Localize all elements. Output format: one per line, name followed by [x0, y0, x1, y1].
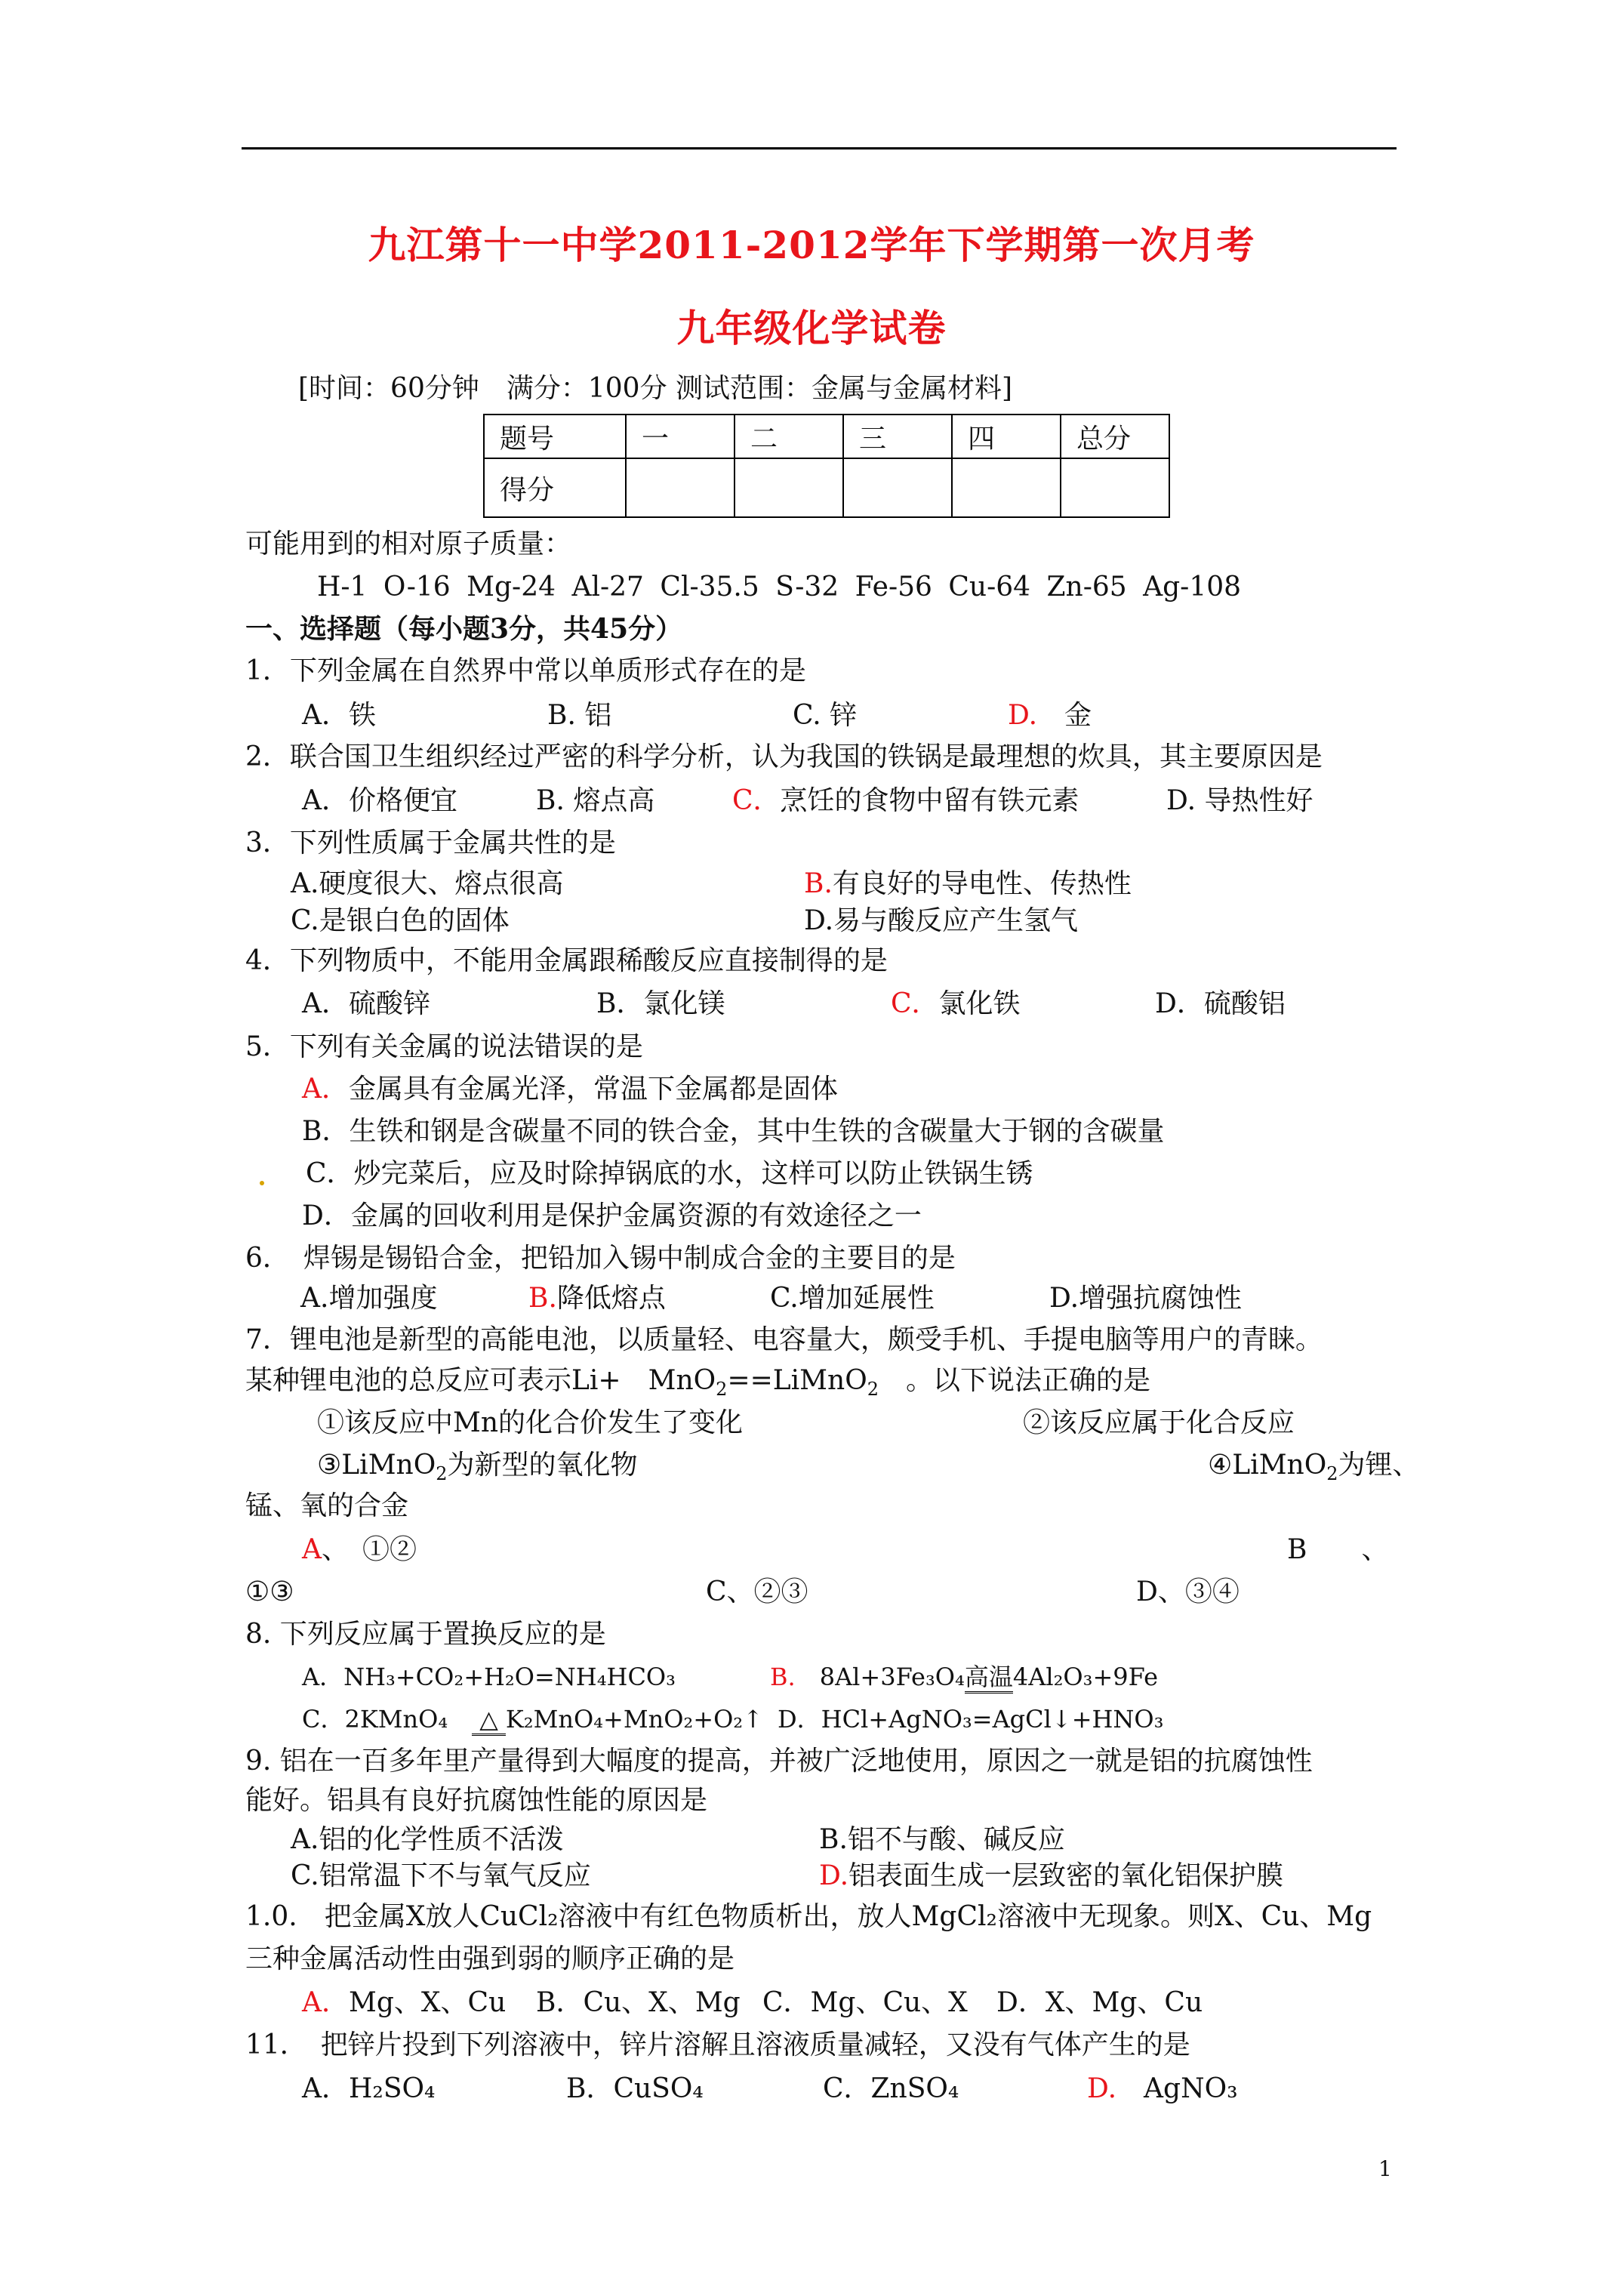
section-title: 一、选择题（每小题3分，共45分）	[245, 613, 683, 645]
score-header: 总分	[1061, 415, 1169, 458]
atomic-mass-values: H-1 O-16 Mg-24 Al-27 Cl-35.5 S-32 Fe-56 Cu-64 Zn-65 Ag-108	[317, 572, 1242, 603]
score-header: 二	[735, 415, 843, 458]
q7-option-a: A、 ①②	[302, 1534, 417, 1565]
page-number: 1	[1378, 2156, 1392, 2181]
q3-option-b: B.有良好的导电性、传热性	[804, 868, 1132, 899]
score-cell	[952, 458, 1061, 517]
q7-option-c: C、②③	[706, 1576, 808, 1607]
q9-option-d: D.铝表面生成一层致密的氧化铝保护膜	[819, 1860, 1284, 1891]
q6-option-c: C.增加延展性	[770, 1283, 935, 1314]
q8-option-d: D．HCl+AgNO₃=AgCl↓+HNO₃	[778, 1705, 1164, 1734]
q7-statement-3: ③LiMnO$_2$为新型的氧化物	[317, 1450, 638, 1484]
question-8-stem: 8. 下列反应属于置换反应的是	[245, 1619, 606, 1650]
question-1-stem: 1．下列金属在自然界中常以单质形式存在的是	[245, 655, 806, 686]
score-cell	[626, 458, 735, 517]
q11-option-c: C．ZnSO₄	[823, 2073, 959, 2104]
score-header: 三	[843, 415, 952, 458]
q7-statement-4: ④LiMnO$_2$为锂、	[1208, 1450, 1420, 1484]
q9-option-c: C.铝常温下不与氧气反应	[291, 1860, 591, 1891]
score-header: 四	[952, 415, 1061, 458]
q10-option-c: C．Mg、Cu、X	[762, 1987, 968, 2018]
q11-option-d: D. AgNO₃	[1087, 2073, 1238, 2104]
score-header: 题号	[484, 415, 626, 458]
q6-option-d: D.增强抗腐蚀性	[1049, 1283, 1243, 1314]
q2-option-c: C．烹饪的食物中留有铁元素	[732, 785, 1079, 816]
q1-option-d: D. 金	[1008, 700, 1092, 731]
q8-option-a: A．NH₃+CO₂+H₂O=NH₄HCO₃	[302, 1663, 676, 1691]
q11-option-a: A．H₂SO₄	[302, 2073, 436, 2104]
q5-option-c: C．炒完菜后，应及时除掉锅底的水，这样可以防止铁锅生锈	[306, 1158, 1033, 1189]
q10-option-d: D．X、Mg、Cu	[996, 1987, 1203, 2018]
exam-title: 九江第十一中学2011-2012学年下学期第一次月考	[368, 223, 1255, 267]
q10-option-a: A．Mg、X、Cu	[302, 1987, 507, 2018]
question-10-stem: 1.0. 把金属X放人CuCl₂溶液中有红色物质析出，放人MgCl₂溶液中无现象。则X、Cu、Mg	[245, 1901, 1372, 1932]
q7-statement-2: ②该反应属于化合反应	[1023, 1407, 1295, 1438]
q3-option-c: C.是银白色的固体	[291, 905, 510, 936]
score-cell	[1061, 458, 1169, 517]
q6-option-a: A.增加强度	[300, 1283, 438, 1314]
q5-option-a: A．金属具有金属光泽，常温下金属都是固体	[302, 1074, 839, 1105]
question-3-stem: 3．下列性质属于金属共性的是	[245, 827, 616, 858]
score-cell	[735, 458, 843, 517]
q7-statement-1: ①该反应中Mn的化合价发生了变化	[317, 1407, 744, 1438]
q7-option-b-letter: B 、	[1287, 1534, 1389, 1565]
q4-option-d: D．硫酸铝	[1155, 988, 1286, 1019]
score-table	[483, 414, 1170, 518]
q4-option-b: B．氯化镁	[596, 988, 725, 1019]
question-11-stem: 11． 把锌片投到下列溶液中，锌片溶解且溶液质量减轻，又没有气体产生的是	[245, 2029, 1190, 2060]
q9-option-a: A.铝的化学性质不活泼	[291, 1824, 564, 1855]
question-6-stem: 6． 焊锡是锡铅合金，把铅加入锡中制成合金的主要目的是	[245, 1243, 956, 1274]
question-10-stem-cont: 三种金属活动性由强到弱的顺序正确的是	[245, 1943, 735, 1974]
q1-option-c: C. 锌	[793, 700, 858, 731]
question-9-stem: 9. 铝在一百多年里产量得到大幅度的提高，并被广泛地使用，原因之一就是铝的抗腐蚀性	[245, 1746, 1313, 1777]
q7-option-b: ①③	[245, 1576, 294, 1607]
q9-option-b: B.铝不与酸、碱反应	[819, 1824, 1065, 1855]
exam-subtitle: 九年级化学试卷	[676, 306, 947, 350]
q3-option-d: D.易与酸反应产生氢气	[804, 905, 1079, 936]
q7-option-d: D、③④	[1136, 1576, 1240, 1607]
question-4-stem: 4．下列物质中，不能用金属跟稀酸反应直接制得的是	[245, 945, 888, 976]
question-9-stem-cont: 能好。铝具有良好抗腐蚀性能的原因是	[245, 1785, 708, 1816]
score-header: 一	[626, 415, 735, 458]
q2-option-a: A．价格便宜	[302, 785, 457, 816]
stray-mark	[260, 1181, 264, 1185]
heat-triangle-icon: △	[472, 1705, 506, 1736]
score-cell	[843, 458, 952, 517]
question-2-stem: 2．联合国卫生组织经过严密的科学分析，认为我国的铁锅是最理想的炊具，其主要原因是	[245, 741, 1323, 772]
exam-info: [时间：60分钟 满分：100分 测试范围：金属与金属材料]	[298, 373, 1013, 404]
q8-option-c: C．2KMnO₄ △ K₂MnO₄+MnO₂+O₂↑	[302, 1702, 763, 1737]
q1-option-b: B. 铝	[547, 700, 612, 731]
header-rule	[242, 147, 1397, 149]
q2-option-b: B. 熔点高	[536, 785, 655, 816]
q5-option-d: D．金属的回收利用是保护金属资源的有效途径之一	[302, 1200, 922, 1231]
atomic-mass-label: 可能用到的相对原子质量：	[245, 529, 572, 559]
score-row-label: 得分	[484, 458, 626, 517]
q10-option-b: B．Cu、X、Mg	[536, 1987, 741, 2018]
q3-option-a: A.硬度很大、熔点很高	[291, 868, 564, 899]
q6-option-b: B.降低熔点	[528, 1283, 666, 1314]
q11-option-b: B．CuSO₄	[566, 2073, 704, 2104]
q4-option-c: C．氯化铁	[891, 988, 1021, 1019]
question-7-formula: 某种锂电池的总反应可表示Li+ MnO$_2$==LiMnO$_2$ 。以下说法正确的是	[245, 1365, 1151, 1400]
q8-option-b: B. 8Al+3Fe₃O₄高温4Al₂O₃+9Fe	[770, 1660, 1158, 1694]
q2-option-d: D. 导热性好	[1166, 785, 1313, 816]
q1-option-a: A．铁	[302, 700, 376, 731]
question-5-stem: 5．下列有关金属的说法错误的是	[245, 1031, 643, 1062]
q5-option-b: B．生铁和钢是含碳量不同的铁合金，其中生铁的含碳量大于钢的含碳量	[302, 1116, 1165, 1147]
q4-option-a: A．硫酸锌	[302, 988, 430, 1019]
question-7-stem: 7．锂电池是新型的高能电池，以质量轻、电容量大，颇受手机、手提电脑等用户的青睐。	[245, 1324, 1323, 1355]
q7-statement-4-cont: 锰、氧的合金	[245, 1490, 409, 1521]
reaction-condition-high-temp: 高温	[965, 1663, 1013, 1693]
